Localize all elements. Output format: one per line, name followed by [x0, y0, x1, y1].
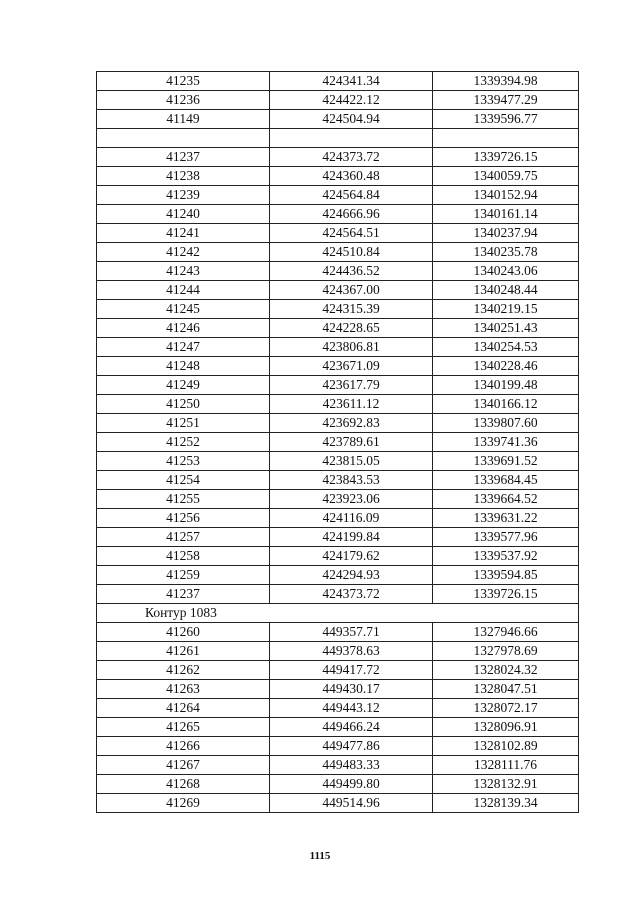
y-coordinate-cell: 1340248.44 — [433, 281, 579, 300]
table-row — [97, 395, 579, 414]
x-coordinate-cell: 424360.48 — [270, 167, 433, 186]
x-coordinate-cell: 424116.09 — [270, 509, 433, 528]
point-number-cell: 41253 — [97, 452, 270, 471]
table-row — [97, 357, 579, 376]
y-coordinate-cell: 1340199.48 — [433, 376, 579, 395]
point-number-cell: 41265 — [97, 718, 270, 737]
table-row — [97, 452, 579, 471]
x-coordinate-cell: 449483.33 — [270, 756, 433, 775]
x-coordinate-cell: 424315.39 — [270, 300, 433, 319]
x-coordinate-cell: 424373.72 — [270, 148, 433, 167]
x-coordinate-cell: 424564.84 — [270, 186, 433, 205]
y-coordinate-cell: 1328096.91 — [433, 718, 579, 737]
x-coordinate-cell: 449357.71 — [270, 623, 433, 642]
x-coordinate-cell: 423692.83 — [270, 414, 433, 433]
table-row — [97, 414, 579, 433]
point-number-cell: 41251 — [97, 414, 270, 433]
table-row — [97, 338, 579, 357]
y-coordinate-cell: 1340251.43 — [433, 319, 579, 338]
point-number-cell: 41237 — [97, 585, 270, 604]
point-number-cell: 41241 — [97, 224, 270, 243]
table-row — [97, 585, 579, 604]
x-coordinate-cell: 449378.63 — [270, 642, 433, 661]
table-row — [97, 186, 579, 205]
point-number-cell: 41248 — [97, 357, 270, 376]
table-row — [97, 167, 579, 186]
point-number-cell: 41247 — [97, 338, 270, 357]
y-coordinate-cell: 1339477.29 — [433, 91, 579, 110]
table-row — [97, 319, 579, 338]
y-coordinate-cell: 1328139.34 — [433, 794, 579, 813]
x-coordinate-cell: 424564.51 — [270, 224, 433, 243]
point-number-cell: 41255 — [97, 490, 270, 509]
y-coordinate-cell: 1339726.15 — [433, 585, 579, 604]
table-row — [97, 661, 579, 680]
x-coordinate-cell: 424228.65 — [270, 319, 433, 338]
y-coordinate-cell: 1340059.75 — [433, 167, 579, 186]
point-number-cell: 41236 — [97, 91, 270, 110]
table-row — [97, 205, 579, 224]
coordinates-table — [96, 71, 579, 813]
x-coordinate-cell: 423843.53 — [270, 471, 433, 490]
point-number-cell: 41239 — [97, 186, 270, 205]
x-coordinate-cell: 424294.93 — [270, 566, 433, 585]
point-number-cell: 41249 — [97, 376, 270, 395]
y-coordinate-cell: 1340161.14 — [433, 205, 579, 224]
point-number-cell: 41242 — [97, 243, 270, 262]
point-number-cell: 41250 — [97, 395, 270, 414]
x-coordinate-cell: 424666.96 — [270, 205, 433, 224]
y-coordinate-cell: 1339577.96 — [433, 528, 579, 547]
y-coordinate-cell: 1328072.17 — [433, 699, 579, 718]
table-row — [97, 281, 579, 300]
x-coordinate-cell: 423617.79 — [270, 376, 433, 395]
x-coordinate-cell: 423923.06 — [270, 490, 433, 509]
y-coordinate-cell: 1328102.89 — [433, 737, 579, 756]
y-coordinate-cell: 1339726.15 — [433, 148, 579, 167]
point-number-cell: 41266 — [97, 737, 270, 756]
table-row — [97, 110, 579, 129]
point-number-cell: 41245 — [97, 300, 270, 319]
y-coordinate-cell: 1339807.60 — [433, 414, 579, 433]
table-row — [97, 794, 579, 813]
x-coordinate-cell: 424504.94 — [270, 110, 433, 129]
x-coordinate-cell: 449430.17 — [270, 680, 433, 699]
y-coordinate-cell: 1339394.98 — [433, 72, 579, 91]
y-coordinate-cell: 1339691.52 — [433, 452, 579, 471]
table-row — [97, 623, 579, 642]
x-coordinate-cell — [270, 129, 433, 148]
x-coordinate-cell: 423806.81 — [270, 338, 433, 357]
y-coordinate-cell: 1340228.46 — [433, 357, 579, 376]
y-coordinate-cell: 1340243.06 — [433, 262, 579, 281]
table-row — [97, 528, 579, 547]
x-coordinate-cell: 449477.86 — [270, 737, 433, 756]
point-number-cell: 41262 — [97, 661, 270, 680]
x-coordinate-cell: 424367.00 — [270, 281, 433, 300]
table-row — [97, 148, 579, 167]
y-coordinate-cell: 1339537.92 — [433, 547, 579, 566]
point-number-cell: 41260 — [97, 623, 270, 642]
x-coordinate-cell: 449466.24 — [270, 718, 433, 737]
table-row — [97, 433, 579, 452]
point-number-cell: 41149 — [97, 110, 270, 129]
contour-header-row — [97, 604, 579, 623]
y-coordinate-cell: 1327978.69 — [433, 642, 579, 661]
y-coordinate-cell: 1340254.53 — [433, 338, 579, 357]
table-row — [97, 699, 579, 718]
y-coordinate-cell — [433, 604, 579, 623]
x-coordinate-cell: 423789.61 — [270, 433, 433, 452]
x-coordinate-cell — [270, 604, 433, 623]
x-coordinate-cell: 424179.62 — [270, 547, 433, 566]
point-number-cell: 41263 — [97, 680, 270, 699]
point-number-cell: 41261 — [97, 642, 270, 661]
y-coordinate-cell: 1340219.15 — [433, 300, 579, 319]
x-coordinate-cell: 424510.84 — [270, 243, 433, 262]
point-number-cell: 41258 — [97, 547, 270, 566]
y-coordinate-cell: 1327946.66 — [433, 623, 579, 642]
y-coordinate-cell: 1339596.77 — [433, 110, 579, 129]
y-coordinate-cell: 1339684.45 — [433, 471, 579, 490]
table-row — [97, 680, 579, 699]
point-number-cell: 41235 — [97, 72, 270, 91]
table-row — [97, 756, 579, 775]
x-coordinate-cell: 423671.09 — [270, 357, 433, 376]
table-row — [97, 224, 579, 243]
point-number-cell: 41269 — [97, 794, 270, 813]
table-row — [97, 718, 579, 737]
y-coordinate-cell: 1339631.22 — [433, 509, 579, 528]
point-number-cell: 41238 — [97, 167, 270, 186]
y-coordinate-cell: 1339741.36 — [433, 433, 579, 452]
point-number-cell: 41268 — [97, 775, 270, 794]
y-coordinate-cell: 1339594.85 — [433, 566, 579, 585]
x-coordinate-cell: 423815.05 — [270, 452, 433, 471]
y-coordinate-cell: 1328047.51 — [433, 680, 579, 699]
y-coordinate-cell: 1339664.52 — [433, 490, 579, 509]
table-row — [97, 243, 579, 262]
table-row — [97, 509, 579, 528]
point-number-cell: 41244 — [97, 281, 270, 300]
y-coordinate-cell: 1328132.91 — [433, 775, 579, 794]
y-coordinate-cell: 1340237.94 — [433, 224, 579, 243]
table-row — [97, 775, 579, 794]
x-coordinate-cell: 424373.72 — [270, 585, 433, 604]
point-number-cell — [97, 129, 270, 148]
table-row — [97, 72, 579, 91]
x-coordinate-cell: 424422.12 — [270, 91, 433, 110]
y-coordinate-cell: 1340166.12 — [433, 395, 579, 414]
point-number-cell: 41254 — [97, 471, 270, 490]
point-number-cell: 41246 — [97, 319, 270, 338]
contour-label-cell: Контур 1083 — [97, 604, 270, 623]
table-row — [97, 300, 579, 319]
point-number-cell: 41267 — [97, 756, 270, 775]
point-number-cell: 41243 — [97, 262, 270, 281]
coordinates-table-body — [97, 72, 579, 813]
blank-row — [97, 129, 579, 148]
table-row — [97, 547, 579, 566]
table-row — [97, 91, 579, 110]
point-number-cell: 41240 — [97, 205, 270, 224]
x-coordinate-cell: 423611.12 — [270, 395, 433, 414]
x-coordinate-cell: 449443.12 — [270, 699, 433, 718]
x-coordinate-cell: 449417.72 — [270, 661, 433, 680]
page-number: 1115 — [309, 850, 331, 862]
x-coordinate-cell: 449514.96 — [270, 794, 433, 813]
point-number-cell: 41259 — [97, 566, 270, 585]
point-number-cell: 41237 — [97, 148, 270, 167]
x-coordinate-cell: 424199.84 — [270, 528, 433, 547]
table-row — [97, 490, 579, 509]
y-coordinate-cell — [433, 129, 579, 148]
table-row — [97, 376, 579, 395]
x-coordinate-cell: 424341.34 — [270, 72, 433, 91]
point-number-cell: 41264 — [97, 699, 270, 718]
y-coordinate-cell: 1328111.76 — [433, 756, 579, 775]
x-coordinate-cell: 424436.52 — [270, 262, 433, 281]
table-row — [97, 566, 579, 585]
point-number-cell: 41256 — [97, 509, 270, 528]
x-coordinate-cell: 449499.80 — [270, 775, 433, 794]
y-coordinate-cell: 1340152.94 — [433, 186, 579, 205]
table-row — [97, 471, 579, 490]
table-row — [97, 642, 579, 661]
y-coordinate-cell: 1328024.32 — [433, 661, 579, 680]
point-number-cell: 41257 — [97, 528, 270, 547]
point-number-cell: 41252 — [97, 433, 270, 452]
table-row — [97, 262, 579, 281]
table-row — [97, 737, 579, 756]
y-coordinate-cell: 1340235.78 — [433, 243, 579, 262]
